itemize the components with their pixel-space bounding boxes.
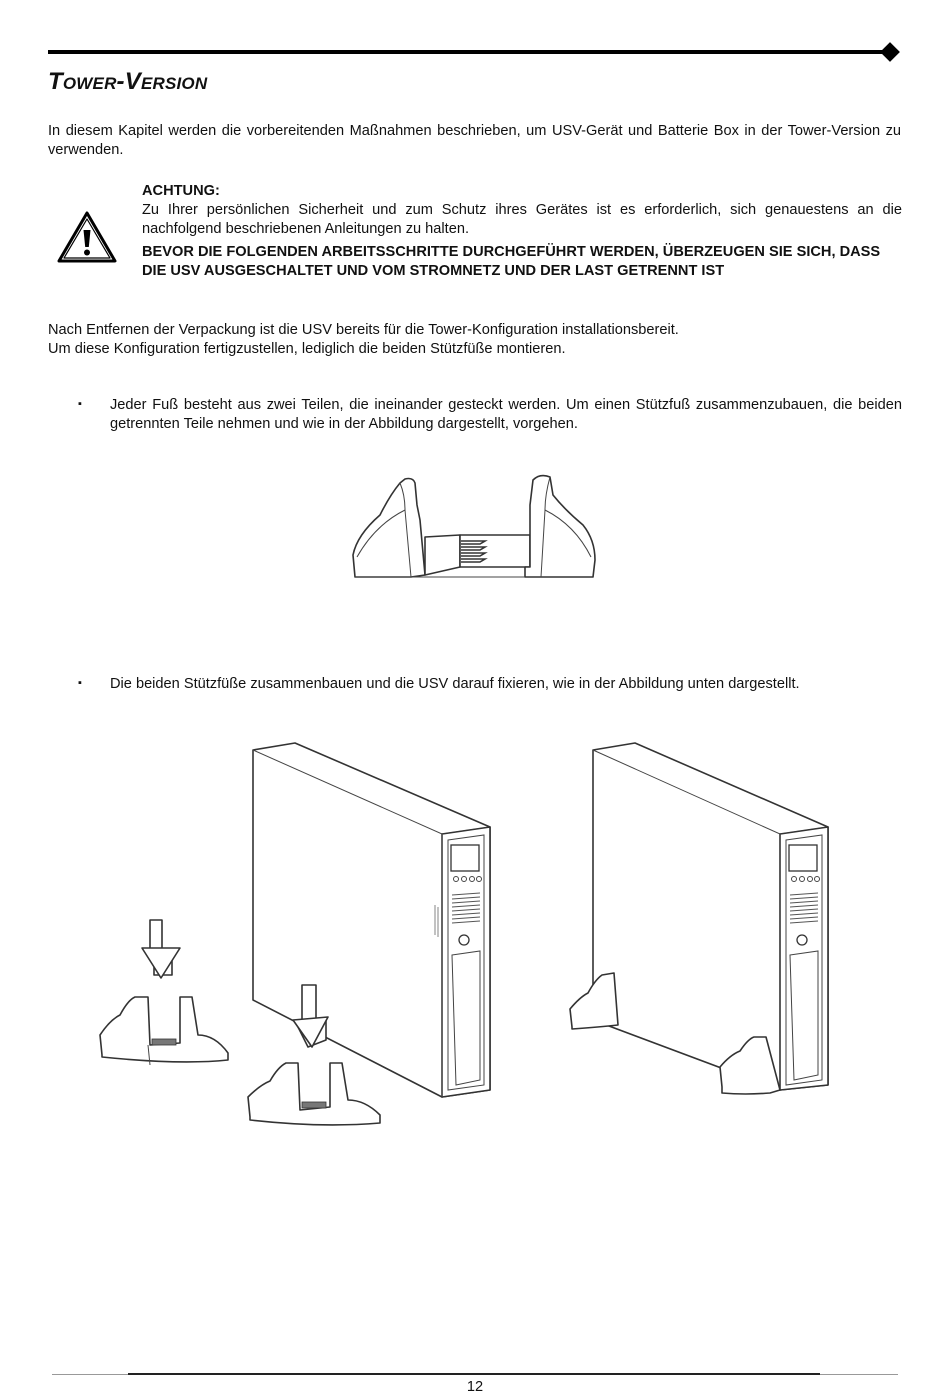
warning-bold-text: BEVOR DIE FOLGENDEN ARBEITSSCHRITTE DURCHGEFÜHRT WERDEN, ÜBERZEUGEN SIE SICH, DASS DIE USV AUSGESCHALTET UND VOM STROMNETZ UND DER LAST GETRENNT IST bbox=[142, 244, 881, 279]
step-2-text: Die beiden Stützfüße zusammenbauen und die USV darauf fixieren, wie in der Abbildung unten dargestellt. bbox=[110, 676, 800, 692]
stand-foot-left-1 bbox=[100, 920, 228, 1065]
header-rule bbox=[48, 50, 888, 54]
ups-unit-left bbox=[253, 743, 490, 1097]
ups-unit-right bbox=[593, 743, 828, 1090]
preparation-paragraph bbox=[48, 321, 908, 359]
ups-tower-mounting-illustration bbox=[90, 735, 860, 1135]
bullet-marker-1: ▪ bbox=[78, 398, 82, 410]
warning-triangle-icon bbox=[56, 210, 118, 264]
page-title: Tower-Version bbox=[48, 68, 208, 95]
step-1-text: Jeder Fuß besteht aus zwei Teilen, die ineinander gesteckt werden. Um einen Stützfuß zusammenzubauen, die beiden getrennten Teile nehmen und wie in der Abbildung dargestellt, vorgehen. bbox=[110, 397, 902, 432]
footer-rule bbox=[128, 1373, 820, 1375]
stand-assembly-illustration bbox=[345, 465, 605, 590]
intro-paragraph: In diesem Kapitel werden die vorbereitenden Maßnahmen beschrieben, um USV-Gerät und Batterie Box in der Tower-Version zu verwenden. bbox=[48, 123, 901, 158]
preparation-line-1: Nach Entfernen der Verpackung ist die USV bereits für die Tower-Konfiguration installationsbereit. bbox=[48, 322, 679, 338]
page-number: 12 bbox=[466, 1379, 484, 1395]
preparation-line-2: Um diese Konfiguration fertigzustellen, lediglich die beiden Stützfüße montieren. bbox=[48, 341, 566, 357]
warning-block bbox=[142, 182, 902, 281]
warning-heading: ACHTUNG: bbox=[142, 183, 220, 199]
warning-text: Zu Ihrer persönlichen Sicherheit und zum Schutz ihres Gerätes ist es erforderlich, sich genauestens an die nachfolgend beschriebenen Anleitungen zu halten. bbox=[142, 202, 902, 237]
bullet-marker-2: ▪ bbox=[78, 677, 82, 689]
header-diamond-icon bbox=[880, 42, 900, 62]
